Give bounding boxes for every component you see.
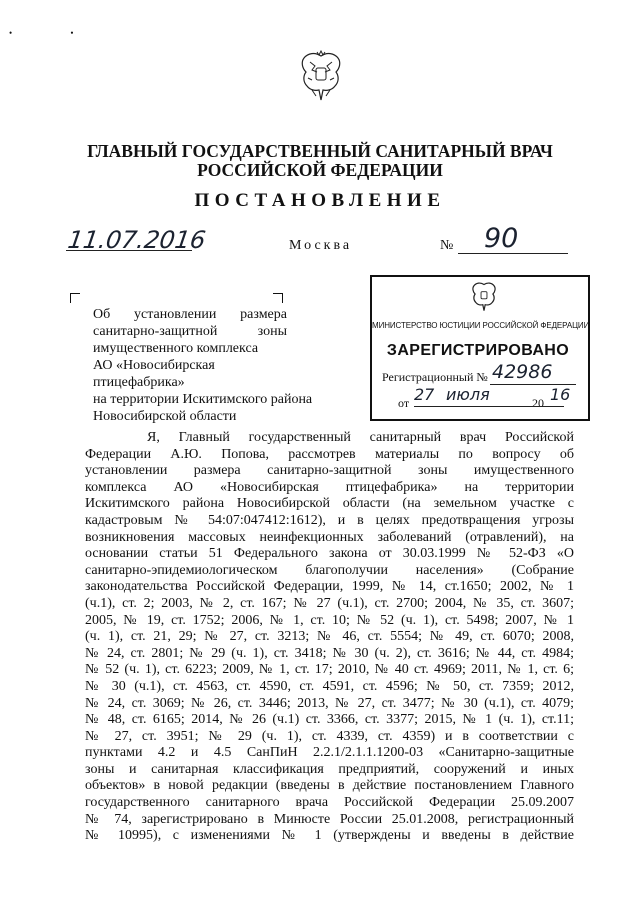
body-line: зоны и санитарная классификация предприятий, сооружений и иных: [85, 761, 574, 777]
body-line: Федерации А.Ю. Попова, рассмотрев материалы по вопросу об: [85, 446, 574, 462]
body-line: объектов» в новой редакции (введены в действие постановлением Главного: [85, 778, 574, 794]
body-line: кадастровым № 54:07:047412:1612), и в целях предотвращения угрозы: [85, 512, 574, 528]
body-line: № 24, ст. 2801; № 29 (ч. 1), ст. 3418; № 30 (ч. 2), ст. 3616; № 44, ст. 4984;: [85, 645, 574, 661]
body-line: комплекса АО «Новосибирская птицефабрика» на территории: [85, 479, 574, 495]
body-line: пунктами 4.2 и 4.5 СанПиН 2.2.1/2.1.1.1200-03 «Санитарно-защитные: [85, 745, 574, 761]
issuer-title-line2: РОССИЙСКОЙ ФЕДЕРАЦИИ: [197, 160, 443, 180]
date-underline: [66, 250, 192, 251]
stamp-reg-number-label: Регистрационный №: [382, 370, 488, 384]
number-underline: [458, 253, 568, 254]
subject-bracket-left: [70, 293, 80, 303]
subject-line: санитарно-защитной зоны: [93, 324, 287, 339]
subject-line: АО «Новосибирская птицефабрика»: [93, 358, 215, 390]
subject-line: на территории Искитимского района: [93, 392, 313, 407]
stamp-date-underline: [414, 406, 564, 407]
body-line: Искитимского района Новосибирской области (на земельном участке с: [85, 496, 574, 512]
handwritten-date: 11.07.2016: [66, 226, 208, 254]
resolution-body: [85, 430, 574, 845]
body-line: № 30 (ч.1), ст. 4563, ст. 4590, ст. 4591, ст. 4596; № 50, ст. 7359; 2012,: [85, 678, 574, 694]
body-line: санитарно-эпидемиологическом благополучии населения» (Собрание: [85, 562, 574, 578]
body-line: (ч. 1), ст. 21, 29; № 27, ст. 3213; № 46, ст. 5554; № 49, ст. 6070; 2008,: [85, 629, 574, 645]
body-line: Я, Главный государственный санитарный врач Российской: [147, 430, 574, 445]
scan-artifact-marks: • •: [9, 28, 102, 38]
subject-bracket-right: [273, 293, 283, 303]
body-line: государственного санитарного врача Российской Федерации 25.09.2007: [85, 795, 574, 811]
issuer-title: [0, 142, 640, 180]
stamp-year: 16: [550, 385, 571, 404]
stamp-ministry: МИНИСТЕРСТВО ЮСТИЦИИ РОССИЙСКОЙ ФЕДЕРАЦИИ: [372, 321, 590, 330]
city: Москва: [289, 238, 353, 253]
body-line: № 48, ст. 6165; 2014, № 26 (ч.1) ст. 3366, ст. 3377; 2015, № 1 (ч. 1), ст.11;: [85, 712, 574, 728]
subject-line: Об установлении размера: [93, 307, 287, 322]
stamp-registered: ЗАРЕГИСТРИРОВАНО: [386, 342, 570, 359]
stamp-year-prefix: 20: [532, 396, 544, 410]
stamp-day: 27: [414, 385, 435, 404]
handwritten-number: 90: [484, 223, 519, 254]
body-line: возникновения массовых неинфекционных заболеваний (отравлений), на: [85, 529, 574, 545]
body-line: основании статьи 51 Федерального закона от 30.03.1999 № 52-ФЗ «О: [85, 546, 574, 562]
document-type: ПОСТАНОВЛЕНИЕ: [194, 190, 446, 211]
body-line: (ч.1), ст. 2; 2003, № 2, ст. 167; № 27 (ч.1), ст. 2700; 2004, № 35, ст. 3607;: [85, 595, 574, 611]
subject-line: имущественного комплекса: [93, 341, 259, 356]
body-line: установлении размера санитарно-защитной зоны имущественного: [85, 463, 574, 479]
stamp-emblem-icon: [470, 281, 498, 313]
body-line: 2005, № 19, ст. 1752; 2006, № 1, ст. 10; № 52 (ч. 1), ст. 5498; 2007, № 1: [85, 612, 574, 628]
stamp-month: июля: [446, 385, 490, 404]
body-line: № 52 (ч. 1), ст. 6223; 2009, № 1, ст. 17; 2010, № 40 ст. 4969; 2011, № 1, ст. 6;: [85, 662, 574, 678]
stamp-reg-number: 42986: [492, 361, 553, 383]
body-line: № 10995), с изменениями № 1 (утверждены и введены в действие: [85, 828, 574, 844]
body-line: № 74, зарегистрировано в Минюсте России 25.01.2008, регистрационный: [85, 811, 574, 827]
coat-of-arms-emblem: [298, 50, 344, 104]
subject-block: [93, 306, 313, 425]
subject-line: Новосибирской области: [93, 409, 237, 424]
stamp-from-label: от: [398, 396, 410, 410]
issuer-title-line1: ГЛАВНЫЙ ГОСУДАРСТВЕННЫЙ САНИТАРНЫЙ ВРАЧ: [87, 141, 553, 161]
body-line: законодательства Российской Федерации, 1999, № 14, ст.1650; 2002, № 1: [85, 579, 574, 595]
body-line: № 24, ст. 3069; № 26, ст. 3446; 2013, № 27, ст. 3477; № 30 (ч.1), ст. 4079;: [85, 695, 574, 711]
number-label: №: [440, 238, 454, 253]
body-line: № 27, ст. 3951; № 29 (ч. 1), ст. 4339, ст. 4359) и в соответствии с: [85, 728, 574, 744]
